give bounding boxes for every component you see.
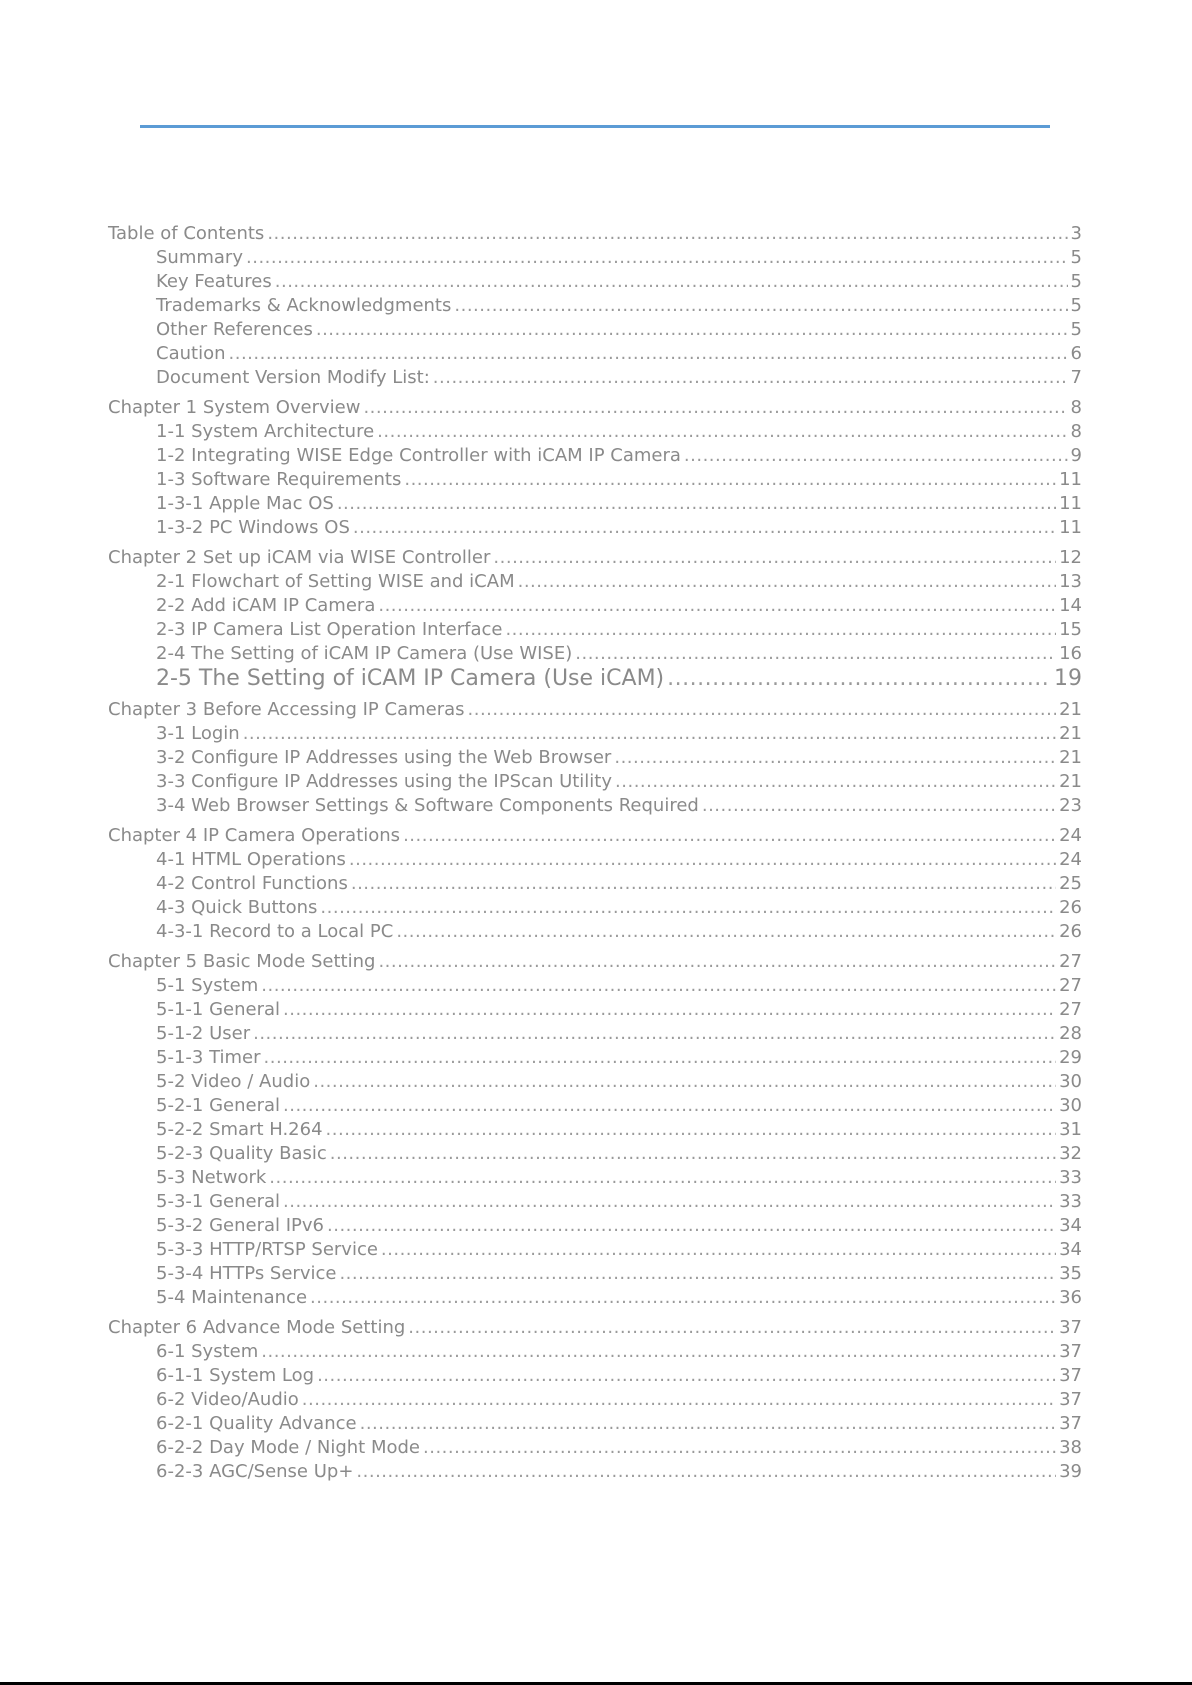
dot-leader <box>378 950 1056 974</box>
dot-leader <box>246 246 1068 270</box>
toc-entry-title: 3-1 Login <box>156 723 240 744</box>
toc-entry-page-number: 37 <box>1059 1317 1082 1338</box>
dot-leader <box>377 420 1067 444</box>
toc-section-entry[interactable] <box>108 1118 1082 1142</box>
toc-section-entry[interactable] <box>108 468 1082 492</box>
toc-section-entry[interactable] <box>108 1262 1082 1286</box>
toc-entry-page-number: 35 <box>1059 1263 1082 1284</box>
dot-leader <box>360 1412 1057 1436</box>
dot-leader <box>684 444 1068 468</box>
toc-section-entry[interactable] <box>108 1364 1082 1388</box>
toc-entry-title: Key Features <box>156 271 272 292</box>
dot-leader <box>243 722 1056 746</box>
toc-entry-page-number: 21 <box>1059 771 1082 792</box>
dot-leader <box>353 516 1056 540</box>
toc-entry-page-number: 38 <box>1059 1437 1082 1458</box>
toc-entry-page-number: 37 <box>1059 1389 1082 1410</box>
toc-entry-title: 5-3-4 HTTPs Service <box>156 1263 337 1284</box>
toc-section-entry[interactable] <box>108 1436 1082 1460</box>
toc-chapter-entry[interactable] <box>108 546 1082 570</box>
toc-entry-page-number: 34 <box>1059 1239 1082 1260</box>
toc-entry-page-number: 32 <box>1059 1143 1082 1164</box>
toc-section-entry[interactable] <box>108 318 1082 342</box>
toc-entry-title: 1-3 Software Requirements <box>156 469 402 490</box>
toc-entry-title: 5-1-3 Timer <box>156 1047 261 1068</box>
toc-entry-title: 5-3-2 General IPv6 <box>156 1215 324 1236</box>
dot-leader <box>275 270 1068 294</box>
toc-entry-title: 1-3-1 Apple Mac OS <box>156 493 334 514</box>
toc-entry-title: 5-4 Maintenance <box>156 1287 308 1308</box>
toc-section-entry[interactable] <box>108 270 1082 294</box>
toc-section-entry[interactable] <box>108 1460 1082 1484</box>
dot-leader <box>320 896 1056 920</box>
toc-entry-page-number: 11 <box>1059 517 1082 538</box>
dot-leader <box>575 642 1056 666</box>
toc-entry-title: 6-2-3 AGC/Sense Up+ <box>156 1461 354 1482</box>
toc-entry-page-number: 9 <box>1070 445 1082 466</box>
toc-entry-page-number: 34 <box>1059 1215 1082 1236</box>
toc-entry-page-number: 37 <box>1059 1365 1082 1386</box>
toc-entry-page-number: 30 <box>1059 1095 1082 1116</box>
toc-section-entry[interactable] <box>108 998 1082 1022</box>
toc-entry-title: Chapter 6 Advance Mode Setting <box>108 1317 406 1338</box>
toc-section-entry[interactable] <box>108 1046 1082 1070</box>
toc-section-entry[interactable] <box>108 1340 1082 1364</box>
dot-leader <box>317 1364 1056 1388</box>
dot-leader <box>351 872 1056 896</box>
toc-section-entry[interactable] <box>108 974 1082 998</box>
toc-section-entry[interactable] <box>108 666 1082 692</box>
toc-entry-title: 6-2-2 Day Mode / Night Mode <box>156 1437 421 1458</box>
header-rule <box>140 125 1050 128</box>
toc-entry-title: 1-1 System Architecture <box>156 421 375 442</box>
toc-entry-title: 4-3 Quick Buttons <box>156 897 318 918</box>
dot-leader <box>339 1262 1056 1286</box>
toc-section-entry[interactable] <box>108 492 1082 516</box>
dot-leader <box>454 294 1067 318</box>
toc-entry-page-number: 27 <box>1059 999 1082 1020</box>
dot-leader <box>253 1022 1056 1046</box>
toc-section-entry[interactable] <box>108 794 1082 818</box>
toc-chapter-entry[interactable] <box>108 222 1082 246</box>
toc-entry-page-number: 37 <box>1059 1413 1082 1434</box>
toc-section-entry[interactable] <box>108 570 1082 594</box>
toc-section-entry[interactable] <box>108 1412 1082 1436</box>
toc-entry-page-number: 24 <box>1059 849 1082 870</box>
toc-entry-title: 5-2-2 Smart H.264 <box>156 1119 323 1140</box>
toc-entry-title: 5-3-1 General <box>156 1191 281 1212</box>
toc-section-entry[interactable] <box>108 1388 1082 1412</box>
toc-section-entry[interactable] <box>108 1070 1082 1094</box>
dot-leader <box>327 1214 1056 1238</box>
toc-entry-page-number: 15 <box>1059 619 1082 640</box>
toc-entry-page-number: 5 <box>1070 271 1082 292</box>
dot-leader <box>267 222 1067 246</box>
dot-leader <box>396 920 1056 944</box>
toc-entry-page-number: 13 <box>1059 571 1082 592</box>
toc-section-entry[interactable] <box>108 1022 1082 1046</box>
dot-leader <box>269 1166 1056 1190</box>
toc-entry-title: 3-2 Configure IP Addresses using the Web Browser <box>156 747 612 768</box>
toc-entry-title: 1-3-2 PC Windows OS <box>156 517 350 538</box>
toc-entry-title: 2-3 IP Camera List Operation Interface <box>156 619 503 640</box>
toc-section-entry[interactable] <box>108 1190 1082 1214</box>
toc-section-entry[interactable] <box>108 920 1082 944</box>
toc-entry-page-number: 8 <box>1070 421 1082 442</box>
toc-section-entry[interactable] <box>108 594 1082 618</box>
toc-section-entry[interactable] <box>108 746 1082 770</box>
toc-entry-page-number: 36 <box>1059 1287 1082 1308</box>
toc-entry-title: 4-3-1 Record to a Local PC <box>156 921 394 942</box>
toc-entry-title: Chapter 5 Basic Mode Setting <box>108 951 376 972</box>
dot-leader <box>378 594 1056 618</box>
dot-leader <box>363 396 1067 420</box>
dot-leader <box>316 318 1068 342</box>
toc-entry-title: Chapter 1 System Overview <box>108 397 361 418</box>
toc-entry-page-number: 14 <box>1059 595 1082 616</box>
dot-leader <box>518 570 1057 594</box>
toc-entry-page-number: 27 <box>1059 975 1082 996</box>
toc-entry-page-number: 7 <box>1070 367 1082 388</box>
toc-entry-page-number: 28 <box>1059 1023 1082 1044</box>
toc-entry-page-number: 19 <box>1054 666 1082 691</box>
toc-chapter-entry[interactable] <box>108 824 1082 848</box>
dot-leader <box>349 848 1056 872</box>
dot-leader <box>433 366 1068 390</box>
toc-section-entry[interactable] <box>108 246 1082 270</box>
toc-entry-title: 4-1 HTML Operations <box>156 849 346 870</box>
toc-section-entry[interactable] <box>108 1142 1082 1166</box>
toc-entry-page-number: 23 <box>1059 795 1082 816</box>
toc-entry-title: 6-2 Video/Audio <box>156 1389 299 1410</box>
dot-leader <box>261 974 1056 998</box>
dot-leader <box>261 1340 1056 1364</box>
toc-entry-title: 5-2-3 Quality Basic <box>156 1143 327 1164</box>
toc-entry-title: Summary <box>156 247 243 268</box>
toc-entry-title: 1-2 Integrating WISE Edge Controller with iCAM IP Camera <box>156 445 681 466</box>
toc-entry-title: 6-1-1 System Log <box>156 1365 315 1386</box>
toc-chapter-entry[interactable] <box>108 698 1082 722</box>
toc-entry-page-number: 6 <box>1070 343 1082 364</box>
dot-leader <box>505 618 1056 642</box>
toc-entry-page-number: 26 <box>1059 921 1082 942</box>
toc-entry-page-number: 16 <box>1059 643 1082 664</box>
dot-leader <box>302 1388 1056 1412</box>
toc-entry-title: Chapter 3 Before Accessing IP Cameras <box>108 699 465 720</box>
toc-section-entry[interactable] <box>108 516 1082 540</box>
toc-entry-title: Document Version Modify List: <box>156 367 430 388</box>
dot-leader <box>283 998 1056 1022</box>
dot-leader <box>229 342 1068 366</box>
toc-entry-page-number: 33 <box>1059 1167 1082 1188</box>
toc-entry-page-number: 8 <box>1070 397 1082 418</box>
toc-section-entry[interactable] <box>108 444 1082 468</box>
toc-entry-title: Chapter 2 Set up iCAM via WISE Controller <box>108 547 491 568</box>
toc-entry-title: 6-2-1 Quality Advance <box>156 1413 357 1434</box>
toc-entry-page-number: 5 <box>1070 247 1082 268</box>
toc-entry-page-number: 25 <box>1059 873 1082 894</box>
toc-entry-title: 2-5 The Setting of iCAM IP Camera (Use iCAM) <box>156 666 665 691</box>
toc-entry-page-number: 30 <box>1059 1071 1082 1092</box>
toc-entry-title: 3-4 Web Browser Settings & Software Components Required <box>156 795 699 816</box>
toc-entry-title: 5-3-3 HTTP/RTSP Service <box>156 1239 378 1260</box>
toc-entry-page-number: 37 <box>1059 1341 1082 1362</box>
toc-section-entry[interactable] <box>108 618 1082 642</box>
dot-leader <box>404 468 1056 492</box>
toc-section-entry[interactable] <box>108 1238 1082 1262</box>
toc-entry-title: 5-1-1 General <box>156 999 281 1020</box>
dot-leader <box>408 1316 1056 1340</box>
toc-entry-title: Trademarks & Acknowledgments <box>156 295 452 316</box>
toc-section-entry[interactable] <box>108 1094 1082 1118</box>
toc-entry-page-number: 33 <box>1059 1191 1082 1212</box>
dot-leader <box>468 698 1057 722</box>
toc-section-entry[interactable] <box>108 896 1082 920</box>
toc-entry-title: Chapter 4 IP Camera Operations <box>108 825 401 846</box>
toc-entry-title: Other References <box>156 319 313 340</box>
dot-leader <box>283 1190 1056 1214</box>
toc-entry-title: 2-2 Add iCAM IP Camera <box>156 595 376 616</box>
toc-entry-page-number: 21 <box>1059 723 1082 744</box>
toc-entry-title: Caution <box>156 343 226 364</box>
dot-leader <box>356 1460 1056 1484</box>
dot-leader <box>337 492 1056 516</box>
toc-entry-title: Table of Contents <box>108 223 265 244</box>
dot-leader <box>313 1070 1056 1094</box>
dot-leader <box>310 1286 1056 1310</box>
toc-entry-page-number: 24 <box>1059 825 1082 846</box>
dot-leader <box>264 1046 1057 1070</box>
dot-leader <box>702 794 1056 818</box>
toc-section-entry[interactable] <box>108 1166 1082 1190</box>
toc-entry-title: 5-1 System <box>156 975 259 996</box>
dot-leader <box>667 666 1051 692</box>
dot-leader <box>403 824 1056 848</box>
toc-chapter-entry[interactable] <box>108 950 1082 974</box>
toc-entry-page-number: 31 <box>1059 1119 1082 1140</box>
toc-section-entry[interactable] <box>108 848 1082 872</box>
dot-leader <box>326 1118 1057 1142</box>
toc-entry-page-number: 3 <box>1070 223 1082 244</box>
toc-entry-page-number: 11 <box>1059 469 1082 490</box>
toc-entry-title: 3-3 Configure IP Addresses using the IPScan Utility <box>156 771 613 792</box>
dot-leader <box>493 546 1056 570</box>
toc-section-entry[interactable] <box>108 342 1082 366</box>
toc-section-entry[interactable] <box>108 1286 1082 1310</box>
toc-entry-page-number: 27 <box>1059 951 1082 972</box>
toc-entry-title: 2-1 Flowchart of Setting WISE and iCAM <box>156 571 515 592</box>
dot-leader <box>330 1142 1056 1166</box>
toc-section-entry[interactable] <box>108 294 1082 318</box>
dot-leader <box>615 770 1056 794</box>
toc-entry-page-number: 5 <box>1070 295 1082 316</box>
toc-entry-title: 4-2 Control Functions <box>156 873 348 894</box>
toc-section-entry[interactable] <box>108 1214 1082 1238</box>
toc-entry-page-number: 21 <box>1059 747 1082 768</box>
toc-entry-page-number: 26 <box>1059 897 1082 918</box>
toc-section-entry[interactable] <box>108 366 1082 390</box>
toc-entry-title: 5-1-2 User <box>156 1023 251 1044</box>
toc-section-entry[interactable] <box>108 420 1082 444</box>
dot-leader <box>381 1238 1056 1262</box>
toc-section-entry[interactable] <box>108 642 1082 666</box>
toc-section-entry[interactable] <box>108 872 1082 896</box>
toc-entry-title: 5-3 Network <box>156 1167 267 1188</box>
toc-section-entry[interactable] <box>108 770 1082 794</box>
toc-entry-title: 2-4 The Setting of iCAM IP Camera (Use WISE) <box>156 643 573 664</box>
dot-leader <box>614 746 1056 770</box>
toc-entry-title: 5-2-1 General <box>156 1095 281 1116</box>
dot-leader <box>423 1436 1056 1460</box>
toc-chapter-entry[interactable] <box>108 1316 1082 1340</box>
toc-entry-page-number: 21 <box>1059 699 1082 720</box>
toc-entry-title: 6-1 System <box>156 1341 259 1362</box>
toc-entry-page-number: 5 <box>1070 319 1082 340</box>
table-of-contents <box>108 222 1082 1484</box>
toc-entry-page-number: 39 <box>1059 1461 1082 1482</box>
toc-section-entry[interactable] <box>108 722 1082 746</box>
toc-entry-title: 5-2 Video / Audio <box>156 1071 311 1092</box>
toc-entry-page-number: 29 <box>1059 1047 1082 1068</box>
toc-entry-page-number: 11 <box>1059 493 1082 514</box>
toc-entry-page-number: 12 <box>1059 547 1082 568</box>
toc-chapter-entry[interactable] <box>108 396 1082 420</box>
dot-leader <box>283 1094 1056 1118</box>
